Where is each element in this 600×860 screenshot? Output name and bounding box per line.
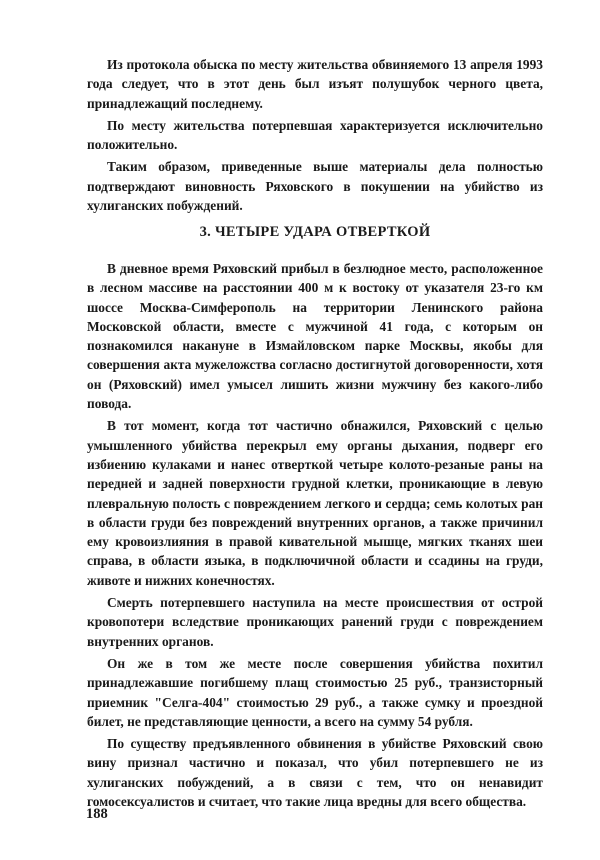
paragraph-testimony: По существу предъявленного обвинения в убийстве Ряховский свою вину признал частично и показал, что убил потерпевшего не из хулиганских побуждений, а в связи с тем, что он ненавидит гомосексуалистов и считает, что такие лица вредны для всего общества. <box>87 736 543 810</box>
section-heading: 3. ЧЕТЫРЕ УДАРА ОТВЕРТКОЙ <box>199 224 431 240</box>
paragraph-conclusion: Таким образом, приведенные выше материалы дела полностью подтверждают виновность Ряховского в покушении на убийство из хулиганских побуждений. <box>87 159 543 214</box>
page-number: 188 <box>86 806 108 822</box>
paragraph-theft: Он же в том же месте после совершения убийства похитил принадлежавшие погибшему плащ стоимостью 25 руб., транзисторный приемник "Селга-404" стоимостью 29 руб., а также сумку и проездной билет, не представляющие ценности, а всего на сумму 54 рубля. <box>87 655 543 729</box>
paragraph-search-protocol: Из протокола обыска по месту жительства обвиняемого 13 апреля 1993 года следует, что в этот день был изъят полушубок черного цвета, принадлежащий последнему. <box>87 57 543 111</box>
paragraph-attack: В тот момент, когда тот частично обнажился, Ряховский с целью умышленного убийства перекрыл ему органы дыхания, подверг его избиению кулаками и нанес отверткой четыре колото-резаные раны на передней и задней поверхности грудной клетки, проникающие в левую плевральную полость с повреждением легкого и сердца; семь колотых ран в области груди без повреждений внутренних органов, а также причинил ему кровоизлияния в правой кивательной мышце, мягких тканях шеи справа, в области языка, в подключичной области и ссадины на груди, животе и нижних конечностях. <box>87 418 543 588</box>
intro-text-block <box>87 55 543 218</box>
paragraph-crime-scene: В дневное время Ряховский прибыл в безлюдное место, расположенное в лесном массиве на расстоянии 400 м к востоку от указателя 23-го км шоссе Москва-Симферополь на территории Ленинского района Московской области, вместе с мужчиной 41 года, с которым он познакомился накануне в Измайловском парке Москвы, якобы для совершения акта мужеложства согласно достигнутой договоренности, хотя он (Ряховский) имел умысел лишить жизни мужчину без какого-либо повода. <box>87 261 543 412</box>
section-text-block <box>87 259 543 814</box>
paragraph-victim-character: По месту жительства потерпевшая характеризуется исключительно положительно. <box>87 117 543 153</box>
paragraph-death-cause: Смерть потерпевшего наступила на месте происшествия от острой кровопотери вследствие проникающих ранений груди с повреждением внутренних органов. <box>87 595 543 649</box>
